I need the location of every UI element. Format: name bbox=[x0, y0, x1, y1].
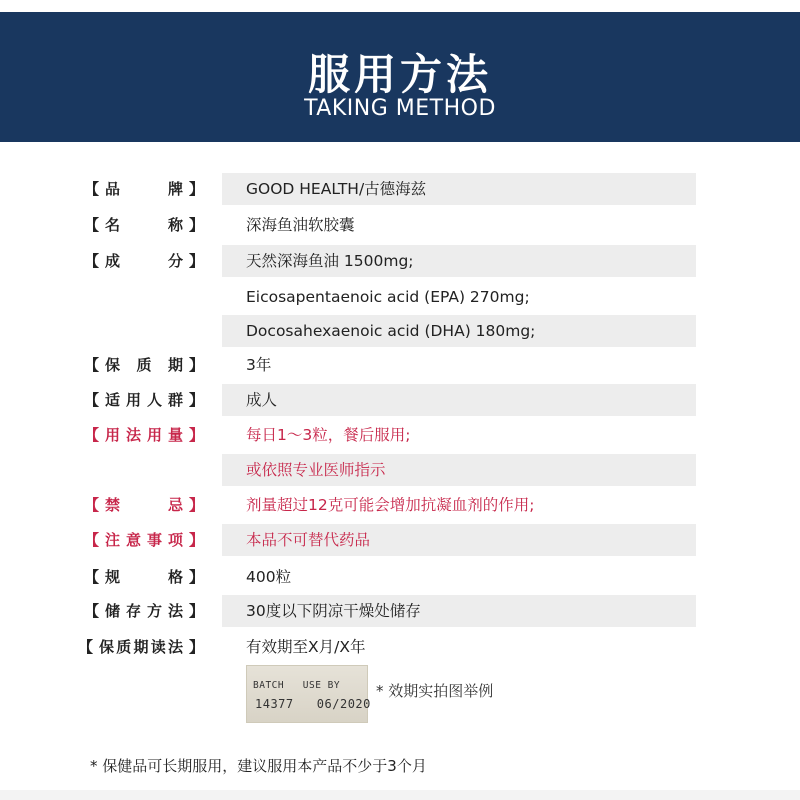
row-label bbox=[84, 384, 204, 416]
table-row bbox=[0, 489, 800, 521]
bracket-left: 【 bbox=[84, 531, 100, 549]
row-label bbox=[78, 631, 204, 663]
row-label-text: 储 存 方 法 bbox=[105, 602, 183, 620]
table-row bbox=[0, 173, 800, 205]
bracket-left: 【 bbox=[84, 356, 100, 374]
bracket-right: 】 bbox=[188, 391, 204, 409]
row-label bbox=[84, 419, 204, 451]
bracket-left: 【 bbox=[84, 252, 100, 270]
row-label-text: 规 格 bbox=[105, 568, 183, 586]
row-value: 30度以下阴凉干燥处储存 bbox=[222, 595, 696, 627]
row-label-text: 禁 忌 bbox=[105, 496, 183, 514]
row-label bbox=[84, 349, 204, 381]
table-row bbox=[0, 524, 800, 556]
row-label-text: 注 意 事 项 bbox=[105, 531, 183, 549]
row-label-text: 保 质 期 读 法 bbox=[99, 638, 183, 656]
table-row bbox=[0, 419, 800, 451]
row-label bbox=[84, 595, 204, 627]
bracket-left: 【 bbox=[78, 638, 94, 656]
bracket-right: 】 bbox=[188, 426, 204, 444]
row-value: 每日1～3粒，餐后服用; bbox=[246, 426, 411, 444]
row-value: 剂量超过12克可能会增加抗凝血剂的作用; bbox=[246, 496, 535, 514]
bracket-left: 【 bbox=[84, 426, 100, 444]
footnote: * 保健品可长期服用，建议服用本产品不少于3个月 bbox=[90, 757, 427, 775]
row-value: 天然深海鱼油 1500mg; bbox=[222, 245, 696, 277]
table-row bbox=[0, 595, 800, 627]
row-value: 深海鱼油软胶囊 bbox=[246, 216, 355, 234]
row-label bbox=[84, 489, 204, 521]
batch-caption: * 效期实拍图举例 bbox=[376, 682, 494, 700]
bracket-right: 】 bbox=[188, 216, 204, 234]
table-row bbox=[0, 454, 800, 486]
bracket-right: 】 bbox=[188, 180, 204, 198]
row-label-text: 成 分 bbox=[105, 252, 183, 270]
row-value: 本品不可替代药品 bbox=[222, 524, 696, 556]
bracket-left: 【 bbox=[84, 391, 100, 409]
row-label bbox=[84, 524, 204, 556]
bracket-right: 】 bbox=[188, 568, 204, 586]
batch-photo-header: BATCH USE BY bbox=[253, 680, 341, 691]
bracket-left: 【 bbox=[84, 216, 100, 234]
row-label bbox=[84, 561, 204, 593]
bottom-bar bbox=[0, 790, 800, 800]
table-row bbox=[0, 281, 800, 313]
row-value: Docosahexaenoic acid (DHA) 180mg; bbox=[222, 315, 696, 347]
table-row bbox=[0, 315, 800, 347]
page-title: 服用方法 bbox=[307, 50, 492, 99]
row-label-text: 名 称 bbox=[105, 216, 183, 234]
table-row bbox=[0, 631, 800, 663]
row-value: 3年 bbox=[246, 356, 272, 374]
row-value: 400粒 bbox=[246, 568, 292, 586]
row-value: 或依照专业医师指示 bbox=[222, 454, 696, 486]
row-label-text: 保 质 期 bbox=[105, 356, 183, 374]
table-row bbox=[0, 561, 800, 593]
bracket-right: 】 bbox=[188, 252, 204, 270]
row-label bbox=[84, 209, 204, 241]
page-subtitle: TAKING METHOD bbox=[304, 96, 496, 121]
bracket-right: 】 bbox=[188, 496, 204, 514]
batch-photo bbox=[246, 665, 371, 723]
table-row bbox=[0, 245, 800, 277]
bracket-right: 】 bbox=[188, 638, 204, 656]
bracket-left: 【 bbox=[84, 568, 100, 586]
row-label-text: 品 牌 bbox=[105, 180, 183, 198]
row-label bbox=[84, 245, 204, 277]
bracket-left: 【 bbox=[84, 180, 100, 198]
bracket-left: 【 bbox=[84, 602, 100, 620]
bracket-right: 】 bbox=[188, 602, 204, 620]
bracket-right: 】 bbox=[188, 531, 204, 549]
bracket-right: 】 bbox=[188, 356, 204, 374]
batch-photo-numbers: 14377 06/2020 bbox=[255, 697, 371, 711]
row-label bbox=[84, 173, 204, 205]
row-value: 成人 bbox=[222, 384, 696, 416]
row-value: Eicosapentaenoic acid (EPA) 270mg; bbox=[246, 288, 530, 306]
row-label-text: 用 法 用 量 bbox=[105, 426, 183, 444]
row-value: GOOD HEALTH/古德海兹 bbox=[222, 173, 696, 205]
header-banner bbox=[0, 12, 800, 142]
table-row bbox=[0, 384, 800, 416]
row-label-text: 适 用 人 群 bbox=[105, 391, 183, 409]
row-value: 有效期至X月/X年 bbox=[246, 638, 366, 656]
table-row bbox=[0, 209, 800, 241]
table-row bbox=[0, 349, 800, 381]
bracket-left: 【 bbox=[84, 496, 100, 514]
